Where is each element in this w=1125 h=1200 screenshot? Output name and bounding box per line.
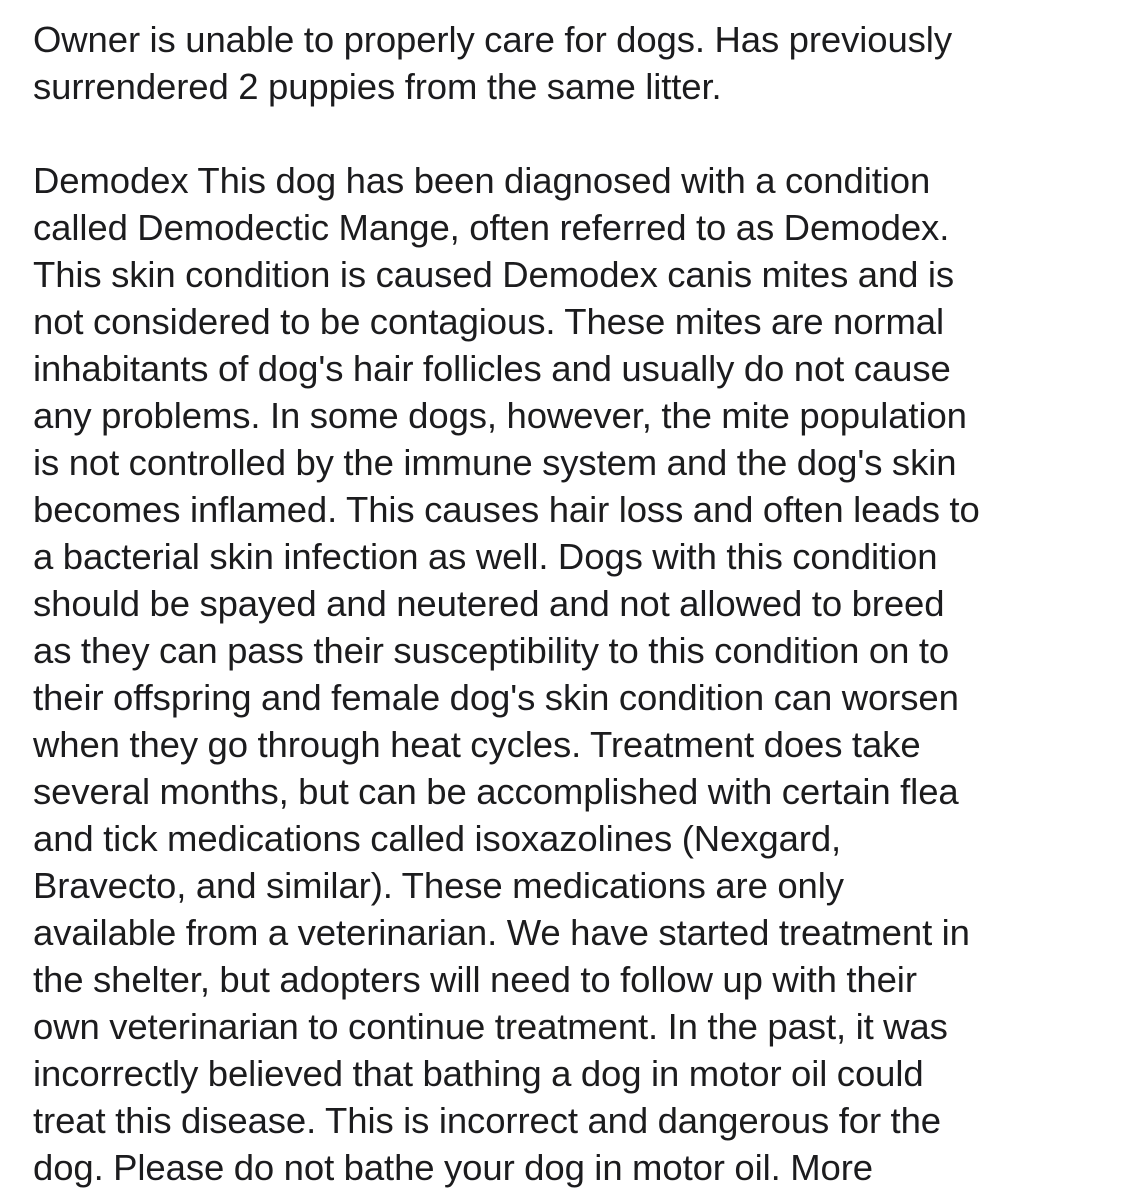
post-body xyxy=(33,16,1108,1191)
last-text-line xyxy=(33,1144,1108,1191)
text-line: their offspring and female dog's skin condition can worsen xyxy=(33,677,959,718)
text-line: called Demodectic Mange, often referred to as Demodex. xyxy=(33,207,950,248)
text-line: and tick medications called isoxazolines (Nexgard, xyxy=(33,818,842,859)
more-link[interactable]: More xyxy=(790,1147,873,1188)
text-line: Demodex This dog has been diagnosed with a condition xyxy=(33,160,931,201)
text-line: should be spayed and neutered and not allowed to breed xyxy=(33,583,945,624)
text-line: becomes inflamed. This causes hair loss and often leads to xyxy=(33,489,980,530)
text-line: surrendered 2 puppies from the same litter. xyxy=(33,66,722,107)
text-line: not considered to be contagious. These mites are normal xyxy=(33,301,944,342)
text-line: treat this disease. This is incorrect and dangerous for the xyxy=(33,1100,941,1141)
paragraph-owner-note xyxy=(33,16,1108,110)
text-line: inhabitants of dog's hair follicles and usually do not cause xyxy=(33,348,951,389)
text-line: This skin condition is caused Demodex canis mites and is xyxy=(33,254,955,295)
paragraph-spacer xyxy=(33,110,1108,157)
text-line: available from a veterinarian. We have started treatment in xyxy=(33,912,970,953)
text-line: a bacterial skin infection as well. Dogs with this condition xyxy=(33,536,938,577)
paragraph-demodex-description xyxy=(33,157,1108,1191)
text-line-content: dog. Please do not bathe your dog in motor oil. xyxy=(33,1147,781,1188)
text-line: when they go through heat cycles. Treatment does take xyxy=(33,724,921,765)
text-line: as they can pass their susceptibility to this condition on to xyxy=(33,630,950,671)
text-line: Owner is unable to properly care for dogs. Has previously xyxy=(33,19,952,60)
text-line: any problems. In some dogs, however, the mite population xyxy=(33,395,967,436)
text-line: incorrectly believed that bathing a dog in motor oil could xyxy=(33,1053,924,1094)
text-line: Bravecto, and similar). These medications are only xyxy=(33,865,844,906)
text-line: the shelter, but adopters will need to follow up with their xyxy=(33,959,917,1000)
text-line: own veterinarian to continue treatment. In the past, it was xyxy=(33,1006,948,1047)
text-line: several months, but can be accomplished with certain flea xyxy=(33,771,959,812)
text-line: is not controlled by the immune system and the dog's skin xyxy=(33,442,957,483)
